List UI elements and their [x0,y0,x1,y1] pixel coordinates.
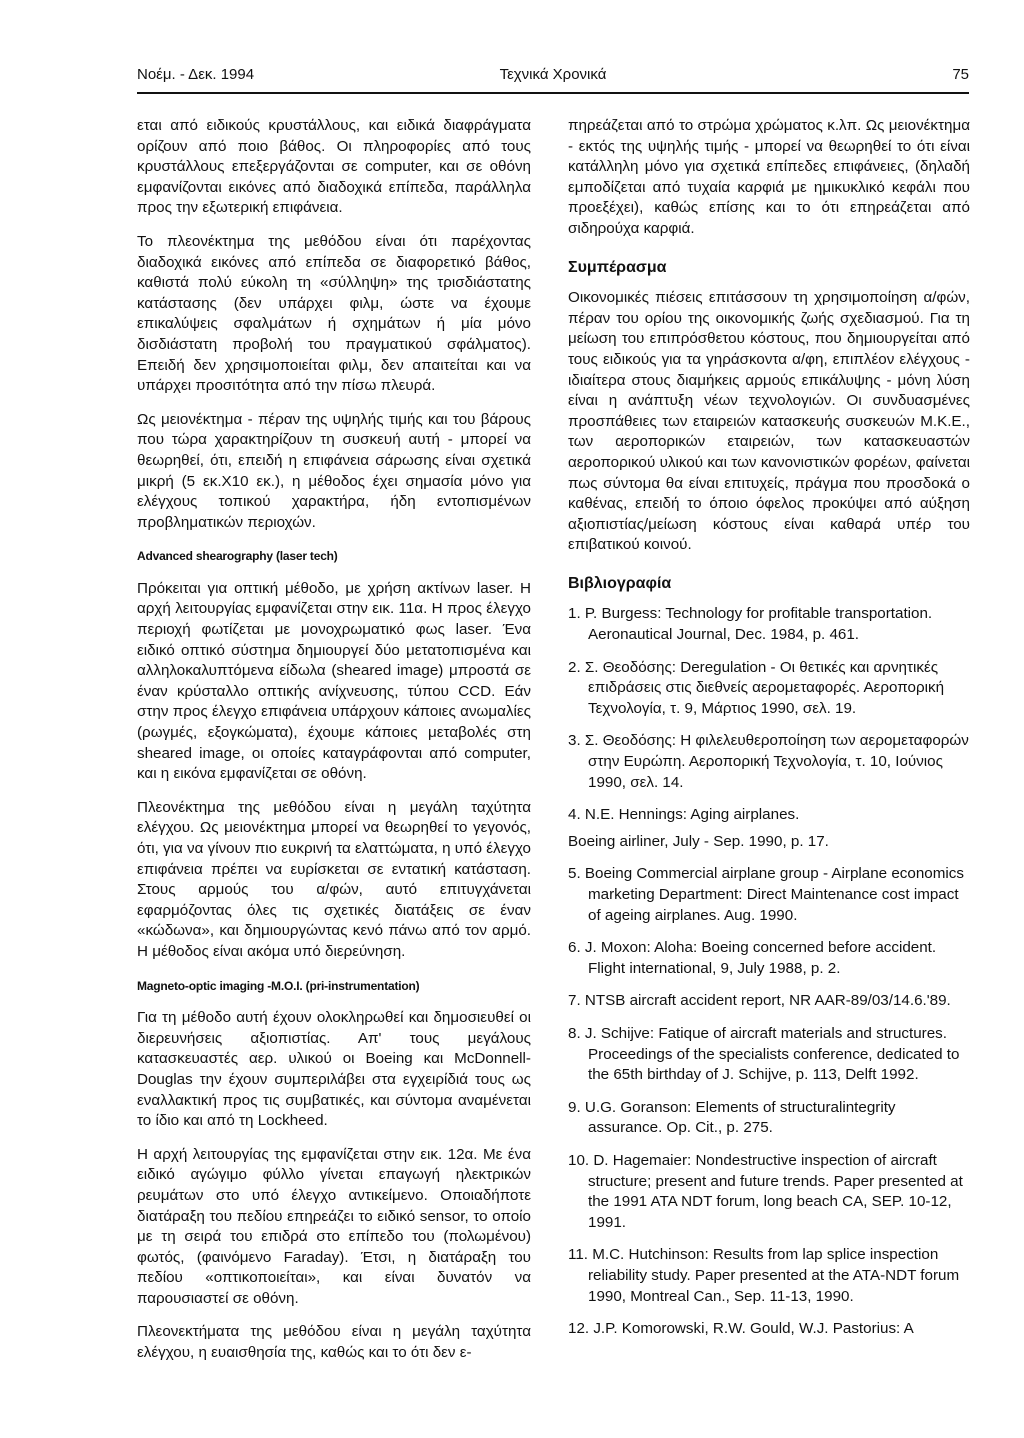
issue-date: Νοέμ. - Δεκ. 1994 [137,66,255,83]
paragraph: Ως μειονέκτημα - πέραν της υψηλής τιμής και του βάρους που τώρα χαρακτηρίζουν τη συσκευή αυτή - μπορεί να θεωρηθεί, ότι, επειδή η επιφάνεια σάρωσης είναι σχετικά μικρή (5 εκ.Χ10 εκ.), η μέθοδος έχει σημασία μόνο για ελέγχους τοπικού χαρακτήρα, ήδη εντοπισμένων προβληματικών περιοχών. [137,410,531,531]
header-rule [137,92,969,94]
subheading: Magneto-optic imaging -M.O.I. (pri-instrumentation) [137,978,420,993]
subheading: Advanced shearography (laser tech) [137,549,338,564]
section-heading-conclusion: Συμπέρασμα [568,258,667,276]
reference-item: 12. J.P. Komorowski, R.W. Gould, W.J. Pastorius: A [568,1320,914,1338]
running-header [137,66,969,88]
paragraph: Πλεονεκτήματα της μεθόδου είναι η μεγάλη ταχύτητα ελέγχου, η ευαισθησία της, καθώς και το ότι δεν ε- [137,1323,531,1362]
reference-item: 5. Boeing Commercial airplane group - Airplane economics marketing Department: Direct Maintenance cost impact of ageing airplanes. Aug. 1990. [568,865,964,924]
paragraph: Οικονομικές πιέσεις επιτάσσουν τη χρησιμοποίηση α/φών, πέραν του ορίου της οικονομικής ζωής σχεδιασμού. Για τη μείωση του επιπρόσθετου κόστους, που δημιουργείται από τους ειδικούς για τα γηράσκοντα α/φη, επιπλέον ελέγχους - ιδιαίτερα στους διαμήκεις αρμούς επικάλυψης - μόνη λύση είναι η ανάπτυξη νέων τεχνολογιών. Οι συνδυασμένες προσπάθειες των εταιρειών κατασκευής συσκευών M.K.E., των αεροπορικών εταιρειών, των κατασκευαστών αεροπορικού υλικού και των κανονιστικών φορέων, φαίνεται πως σύντομα θα είναι επιτυχείς, πράγμα που προσδοκά ο καθένας, επειδή το όποιο όφελος προκύψει από αύξηση αξιοπιστίας/μείωση κόστους είναι καθαρά υπέρ του επιβατικού κοινού. [568,289,970,554]
journal-title: Τεχνικά Χρονικά [499,66,607,83]
right-column [568,116,970,1352]
paragraph: Για τη μέθοδο αυτή έχουν ολοκληρωθεί και δημοσιευθεί οι διερευνήσεις αξιοπιστίας. Απ' τους μεγάλους κατασκευαστές αερ. υλικού οι Boeing και McDonnell-Douglas την έχουν συμπεριλάβει στα εγχειρίδιά τους ως εναλλακτική προς τις συμβατικές, και σύντομα αναμένεται το ίδιο και από τη Lockheed. [137,1009,531,1130]
reference-item: 2. Σ. Θεοδόσης: Deregulation - Οι θετικές και αρνητικές επιδράσεις στις διεθνείς αερομεταφορές. Αεροπορική Τεχνολογία, τ. 9, Μάρτιος 1990, σελ. 19. [568,658,945,717]
reference-item: 1. P. Burgess: Technology for profitable transportation. Aeronautical Journal, Dec. 1984, p. 461. [568,605,933,644]
paragraph: Πρόκειται για οπτική μέθοδο, με χρήση ακτίνων laser. Η αρχή λειτουργίας εμφανίζεται στην εικ. 11α. Η προς έλεγχο περιοχή φωτίζεται με μονοχρωματικό φως laser. Ένα ειδικό οπτικό σύστημα δημιουργεί δύο μετατοπισμένα και αλληλοκαλυπτόμενα είδωλα (sheared image) μπροστά σε έναν κρύσταλλο οπτικής ανίχνευσης, τύπου CCD. Εάν στην προς έλεγχο επιφάνεια υπάρχουν κάποιες ανωμαλίες (ρωγμές, εξογκώματα), έχουμε κάποιες μεταβολές στη sheared image, οι οποίες καταγράφονται από computer, και η εικόνα εμφανίζεται σε οθόνη. [137,579,531,783]
reference-item: Boeing airliner, July - Sep. 1990, p. 17. [568,832,829,850]
reference-item: 4. N.E. Hennings: Aging airplanes. [568,806,800,824]
paragraph: Το πλεονέκτημα της μεθόδου είναι ότι παρέχοντας διαδοχικά εικόνες από επίπεδα σε διαφορετικό βάθος, καθιστά πολύ εύκολη τη «σύλληψη» της τρισδιάστατης κατάστασης (δεν υπάρχει φιλμ, ώστε να έχουμε επικαλύψεις σφαλμάτων ή σχημάτων ή μία μόνο δισδιάστατη προβολή του πραγματικού σφάλματος). Επειδή δεν χρησιμοποιείται φιλμ, δεν απαιτείται και να υπάρχει προσιτότητα από την πίσω πλευρά. [137,232,531,395]
left-column [137,116,531,1377]
reference-item: 3. Σ. Θεοδόσης: Η φιλελευθεροποίηση των αερομεταφορών στην Ευρώπη. Αεροπορική Τεχνολογία, τ. 10, Ιούνιος 1990, σελ. 14. [568,732,969,791]
paragraph: πηρεάζεται από το στρώμα χρώματος κ.λπ. Ως μειονέκτημα - εκτός της υψηλής τιμής - μπορεί να θεωρηθεί το ότι είναι κατάλληλη μόνο για σχετικά επίπεδες επιφάνειες, (δηλαδή εμποδίζεται από τυχαία καρφιά με ημικυκλικό κεφάλι που προεξέχει), καθώς επίσης και το ότι επηρεάζεται από σιδηρούχα καρφιά. [568,117,970,237]
reference-item: 11. M.C. Hutchinson: Results from lap splice inspection reliability study. Paper presented at the ATA-NDT forum 1990, Montreal Can., Sep. 11-13, 1990. [568,1246,960,1305]
reference-list [568,604,970,1339]
section-heading-bibliography: Βιβλιογραφία [568,574,672,592]
page-number: 75 [952,66,969,83]
paragraph: εται από ειδικούς κρυστάλλους, και ειδικά διαφράγματα ορίζουν από ποιο βάθος. Οι πληροφορίες από τους κρυστάλλους επεξεργάζονται σε computer, και σε οθόνη εμφανίζονται εικόνες από διαδοχικά επίπεδα, παράλληλα προς την εξωτερική επιφάνεια. [137,117,531,217]
paragraph: Πλεονέκτημα της μεθόδου είναι η μεγάλη ταχύτητα ελέγχου. Ως μειονέκτημα μπορεί να θεωρηθεί το γεγονός, ότι, για να γίνουν πιο ευκρινή τα ελαττώματα, η υπό έλεγχο επιφάνεια πρέπει να ευρίσκεται σε εντατική κατάσταση. Στους αρμούς του α/φών, αυτό επιτυγχάνεται εφαρμόζοντας όλες τις σχετικές διατάξεις σε έναν «κώδωνα», και δημιουργώντας κενό πάνω από τον αρμό. Η μέθοδος είναι ακόμα υπό διερεύνηση. [137,798,531,960]
reference-item: 7. NTSB aircraft accident report, NR AAR-89/03/14.6.'89. [568,992,951,1010]
reference-item: 9. U.G. Goranson: Elements of structuralintegrity assurance. Op. Cit., p. 275. [568,1098,896,1137]
reference-item: 10. D. Hagemaier: Nondestructive inspection of aircraft structure; present and future trends. Paper presented at the 1991 ATA NDT forum, long beach CA, SEP. 10-12, 1991. [568,1151,963,1231]
reference-item: 6. J. Moxon: Aloha: Boeing concerned before accident. Flight international, 9, July 1988, p. 2. [568,939,937,977]
paragraph: Η αρχή λειτουργίας της εμφανίζεται στην εικ. 12α. Με ένα ειδικό αγώγιμο φύλλο γίνεται επαγωγή ηλεκτρικών ρευμάτων στο υπό έλεγχο αντικείμενο. Οποιαδήποτε διατάραξη του πεδίου επηρεάζει το ειδικό sensor, το οποίο με τη σειρά του επιδρά στο επίπεδο του (πολωμένου) φωτός, (φαινόμενο Faraday). Έτσι, η διατάραξη του πεδίου «οπτικοποιείται», και είναι δυνατόν να παρουσιαστεί σε οθόνη. [137,1145,531,1307]
reference-item: 8. J. Schijve: Fatique of aircraft materials and structures. Proceedings of the specialists conference, dedicated to the 65th birthday of J. Schijve, p. 113, Delft 1992. [568,1024,960,1084]
